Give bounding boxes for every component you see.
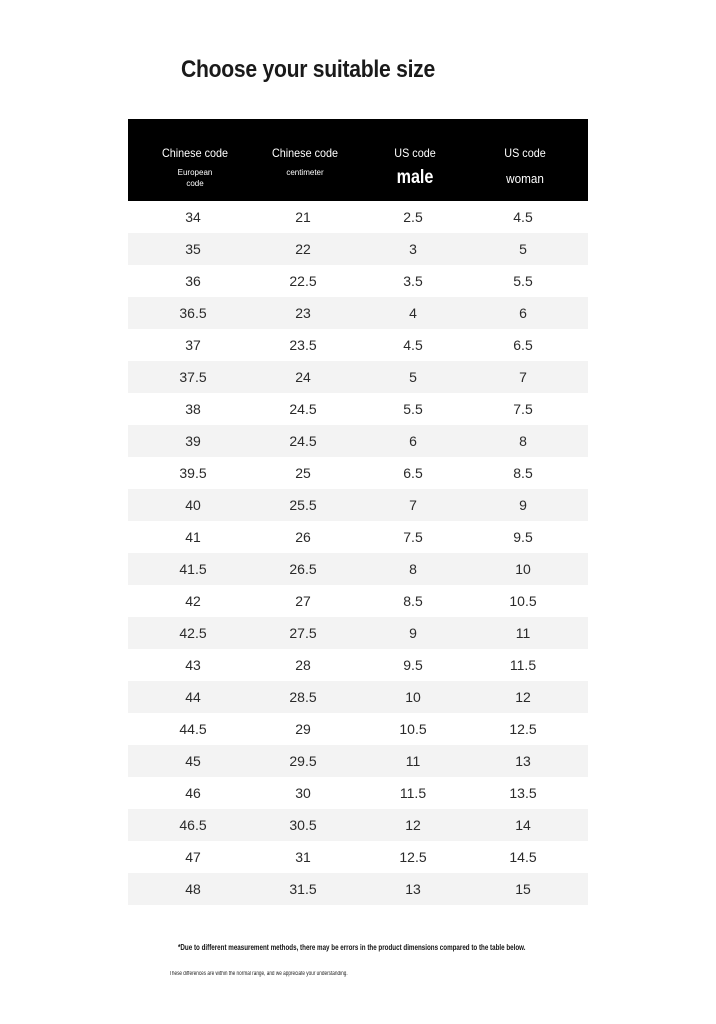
table-row xyxy=(128,393,588,425)
table-cell: 3 xyxy=(409,241,417,257)
table-cell: 46.5 xyxy=(179,817,207,833)
table-cell: 26 xyxy=(295,529,311,545)
table-cell: 39.5 xyxy=(179,465,207,481)
table-cell: 45 xyxy=(185,753,201,769)
table-cell: 21 xyxy=(295,209,311,225)
table-cell: 42.5 xyxy=(179,625,207,641)
table-cell: 22 xyxy=(295,241,311,257)
header-us-male xyxy=(360,119,470,201)
header-label: Chinese code xyxy=(161,146,229,160)
table-row xyxy=(128,681,588,713)
header-label: US code xyxy=(394,146,436,160)
table-cell: 5 xyxy=(409,369,417,385)
table-cell: 48 xyxy=(185,881,201,897)
table-row xyxy=(128,489,588,521)
table-cell: 37.5 xyxy=(179,369,207,385)
table-header xyxy=(128,119,588,201)
table-cell: 37 xyxy=(185,337,201,353)
header-label: Chinese code xyxy=(271,146,339,160)
table-row xyxy=(128,745,588,777)
table-cell: 24 xyxy=(295,369,311,385)
table-cell: 5.5 xyxy=(513,273,533,289)
table-cell: 25.5 xyxy=(289,497,317,513)
table-cell: 28 xyxy=(295,657,311,673)
table-cell: 3.5 xyxy=(403,273,423,289)
disclaimer-note: *Due to different measurement methods, there may be errors in the product dimensions compared to the table below. xyxy=(178,943,526,952)
table-cell: 15 xyxy=(515,881,531,897)
header-sublabel: woman xyxy=(506,171,544,186)
table-cell: 4.5 xyxy=(513,209,533,225)
table-cell: 31.5 xyxy=(289,881,317,897)
table-cell: 44.5 xyxy=(179,721,207,737)
table-cell: 7 xyxy=(519,369,527,385)
table-cell: 8.5 xyxy=(513,465,533,481)
table-cell: 10.5 xyxy=(399,721,427,737)
table-cell: 29 xyxy=(295,721,311,737)
header-us-woman xyxy=(470,119,580,201)
table-cell: 5.5 xyxy=(403,401,423,417)
table-cell: 8.5 xyxy=(403,593,423,609)
table-row xyxy=(128,809,588,841)
table-cell: 13 xyxy=(515,753,531,769)
table-cell: 43 xyxy=(185,657,201,673)
table-cell: 30.5 xyxy=(289,817,317,833)
table-cell: 24.5 xyxy=(289,401,317,417)
table-cell: 35 xyxy=(185,241,201,257)
table-cell: 26.5 xyxy=(289,561,317,577)
table-cell: 12 xyxy=(515,689,531,705)
table-cell: 25 xyxy=(295,465,311,481)
disclaimer-note-secondary: These differences are within the normal range, and we appreciate your understanding. xyxy=(169,971,348,977)
table-cell: 5 xyxy=(519,241,527,257)
table-cell: 11.5 xyxy=(509,657,537,673)
table-cell: 11.5 xyxy=(399,785,427,801)
table-row xyxy=(128,873,588,905)
table-cell: 6.5 xyxy=(403,465,423,481)
table-cell: 12.5 xyxy=(399,849,427,865)
table-cell: 10 xyxy=(515,561,531,577)
page-title: Choose your suitable size xyxy=(181,56,435,83)
header-eu-code xyxy=(140,119,250,201)
table-cell: 23 xyxy=(295,305,311,321)
size-chart-table xyxy=(128,119,588,905)
table-cell: 39 xyxy=(185,433,201,449)
table-row xyxy=(128,233,588,265)
table-cell: 14 xyxy=(515,817,531,833)
table-cell: 28.5 xyxy=(289,689,317,705)
table-cell: 11 xyxy=(405,753,421,769)
table-cell: 4.5 xyxy=(403,337,423,353)
table-cell: 40 xyxy=(185,497,201,513)
table-cell: 8 xyxy=(409,561,417,577)
table-row xyxy=(128,585,588,617)
table-cell: 44 xyxy=(185,689,201,705)
table-row xyxy=(128,649,588,681)
table-row xyxy=(128,457,588,489)
table-cell: 36.5 xyxy=(179,305,207,321)
table-cell: 13.5 xyxy=(509,785,537,801)
table-cell: 7 xyxy=(409,497,417,513)
table-cell: 24.5 xyxy=(289,433,317,449)
table-cell: 8 xyxy=(519,433,527,449)
table-row xyxy=(128,361,588,393)
table-cell: 31 xyxy=(295,849,311,865)
header-label: US code xyxy=(504,146,546,160)
table-cell: 4 xyxy=(409,305,417,321)
table-row xyxy=(128,265,588,297)
header-cm xyxy=(250,119,360,201)
header-sublabel: centimeter xyxy=(286,168,324,177)
table-cell: 10 xyxy=(405,689,421,705)
table-cell: 9 xyxy=(519,497,527,513)
table-row xyxy=(128,425,588,457)
table-cell: 46 xyxy=(185,785,201,801)
table-cell: 36 xyxy=(185,273,201,289)
table-cell: 42 xyxy=(185,593,201,609)
table-cell: 12 xyxy=(405,817,421,833)
table-cell: 6.5 xyxy=(513,337,533,353)
header-sublabel: male xyxy=(396,167,434,188)
table-cell: 9 xyxy=(409,625,417,641)
table-cell: 9.5 xyxy=(513,529,533,545)
table-cell: 11 xyxy=(515,625,531,641)
table-cell: 47 xyxy=(185,849,201,865)
table-row xyxy=(128,297,588,329)
table-cell: 10.5 xyxy=(509,593,537,609)
table-cell: 9.5 xyxy=(403,657,423,673)
table-cell: 41 xyxy=(185,529,201,545)
table-row xyxy=(128,841,588,873)
table-cell: 6 xyxy=(409,433,417,449)
table-body xyxy=(128,201,588,905)
table-cell: 2.5 xyxy=(403,209,423,225)
table-cell: 27 xyxy=(295,593,311,609)
table-cell: 30 xyxy=(295,785,311,801)
table-cell: 23.5 xyxy=(289,337,317,353)
table-cell: 7.5 xyxy=(403,529,423,545)
table-cell: 13 xyxy=(405,881,421,897)
table-cell: 7.5 xyxy=(513,401,533,417)
table-row xyxy=(128,201,588,233)
table-cell: 22.5 xyxy=(289,273,317,289)
header-sublabel: European code xyxy=(177,168,213,188)
table-row xyxy=(128,777,588,809)
table-cell: 12.5 xyxy=(509,721,537,737)
table-row xyxy=(128,713,588,745)
table-row xyxy=(128,521,588,553)
table-cell: 27.5 xyxy=(289,625,317,641)
table-cell: 41.5 xyxy=(179,561,207,577)
table-cell: 6 xyxy=(519,305,527,321)
table-row xyxy=(128,329,588,361)
table-cell: 38 xyxy=(185,401,201,417)
table-cell: 14.5 xyxy=(509,849,537,865)
table-cell: 29.5 xyxy=(289,753,317,769)
table-row xyxy=(128,553,588,585)
table-row xyxy=(128,617,588,649)
table-cell: 34 xyxy=(185,209,201,225)
